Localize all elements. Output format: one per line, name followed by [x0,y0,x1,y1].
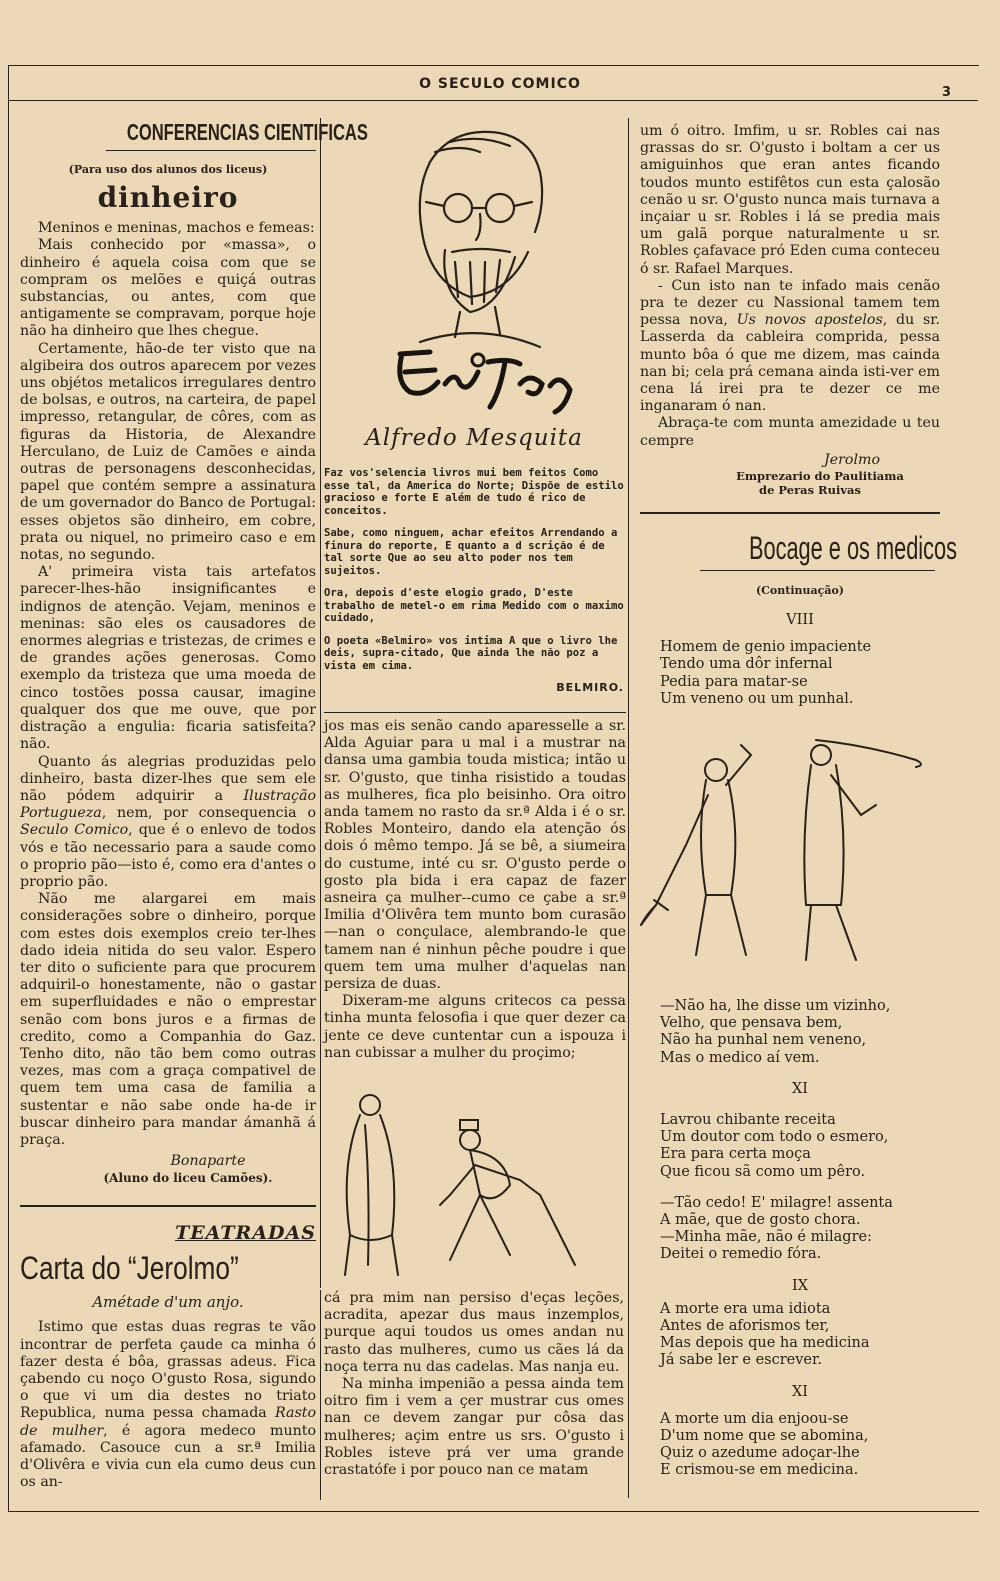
doctors-drawing [636,725,936,975]
paragraph: Mais conhecido por «massa», o dinheiro é aquela coisa com que se compram os melões e quiçá outras substancias, ou antes, com que antigamente se compravam, porque hoje não ha dinheiro que lhes chegue. [20,237,316,340]
signature-title: Emprezario do Paulitiama [736,469,904,484]
paragraph: Dixeram-me alguns critecos ca pessa tinha munta felosofia i que quer dezer ca jente ce deve cuntentar cun a ispouza i nan cubissar a mulher du proçimo; [324,993,626,1061]
signature: Bonaparte [170,1153,246,1170]
paragraph: Meninos e meninas, machos e femeas: [38,220,315,237]
paragraph: Quanto ás alegrias produzidas pelo dinheiro, basta dizer-lhes que sem ele não pódem adquirir a Ilustração Portugueza, nem, por consequencia o Seculo Comico, que é o enlevo de todos vós e tão necessario para a saude como o proprio pão—isto é, como era d'antes o proprio pão. [20,753,316,890]
verse-number: VIII [786,612,814,628]
stanza: Lavrou chibante receita Um doutor com todo o esmero, Era para certa moça Que ficou sã como um pêro. [660,1112,889,1180]
letter-title: Carta do “Jerolmo” [20,1250,239,1287]
paragraph: Na minha impenião a pessa ainda tem oitro fim i vem a çer mustrar cus omes nan ce devem zangar pur côsa das mulheres; açim entre us srs. O'gusto i Robles isteve prá ver uma grande crastatófe i por pouco nan ce matam [324,1376,624,1479]
verse-number: IX [791,1277,809,1294]
column-divider-1b [320,1290,321,1500]
bocage-title: Bocage e os medicos [748,530,958,566]
section-title: CONFERENCIAS CIENTIFICAS [126,119,368,145]
column-3 [640,123,940,497]
section-subtitle: (Para uso dos alunos dos liceus) [68,163,268,176]
portrait-drawing [360,122,600,422]
letter-subtitle: Amétade d'um anjo. [92,1293,244,1312]
divider [20,1205,316,1207]
portrait-caption: Alfredo Mesquita [365,425,583,451]
paragraph: - Cun isto nan te infado mais cenão pra te dezer cu Nassional tamem tem pessa nova, Us novos apostelos, du sr. Lasserda da cableira comprida, pessa munto bôa ó que me dizem, mas cainda nan bi; cela prá cemana ainda isti-ver em cena lá irei pra te dezer ce me inganaram ó nan. [640,277,940,415]
paragraph: Istimo que estas duas regras te vão incontrar de perfeta çaude ca minha ó fazer desta é bôa, grassas adeus. Fica çabendo cu noço O'gusto Rosa, sigundo o que vi um dia destes no triato Republica, numa pessa chamada Rasto de mulher, é agora medeco munto afamado. Casouce cun a sr.ª Imilia d'Olivêra e vivia cun ela cumo deus cun os an- [20,1319,316,1491]
paragraph: Certamente, hão-de ter visto que na algibeira dos outros aparecem por vezes uns objétos metalicos irregulares dentro de bolsas, e outros, na carteira, de papel impresso, retangular, de côres, com as figuras da Historia, de Alexandre Herculano, de Luiz de Camões e ainda outras de personagens desconhecidas, papel que contém sempre a assinatura de um governador do Banco de Portugal: esses objetos são dinheiro, em cobre, prata ou niquel, no primeiro caso e em notas, no segundo. [20,340,316,564]
stanza: A morte era uma idiota Antes de aforismos ter, Mas depois que ha medicina Já sabe ler e escrever. [660,1300,870,1369]
masthead-title: O SECULO COMICO [419,76,581,92]
divider [324,712,626,713]
stanza: A morte um dia enjoou-se D'um nome que se abomina, Quiz o azedume adoçar-lhe E crismou-se em medicina. [660,1410,869,1479]
paragraph: cá pra mim nan persiso d'eças leções, acradita, apezar dus maus inzemplos, purque aqui toudos us omes andan nu rasto das mulheres, cumo us cães lá da noça terra nu das cadelas. Mas nanja eu. [324,1290,624,1375]
article-title: dinheiro [97,181,239,215]
paragraph: Não me alargarei em mais considerações sobre o dinheiro, porque com estes dois exemplos creio ter-lhes dado ideia nitida do seu valor. Espero ter dito o suficiente para que procurem adquiril-o honestamente, não o gastar em superfluidades e não o emprestar senão com bons juros e a firmas de credito, como a Companhia do Gaz. Tenho dito, não tão bem como outras vezes, mas com a graça compativel de quem tem uma casa de familia a sustentar e não sabe onde ha-de ir buscar dinheiro para mandar ámanhã á praça. [20,891,316,1148]
verse-number: XI [791,1383,809,1400]
stanza: Homem de genio impaciente Tendo uma dôr infernal Pedia para matar-se Um veneno ou um punhal. [660,639,872,707]
teatradas-heading: TEATRADAS [175,1222,316,1244]
column-2-text [324,718,626,1062]
signature-note: (Aluno do liceu Camões). [103,1171,273,1186]
two-figures-drawing [330,1085,620,1285]
column-1 [20,118,368,1188]
stanza: —Não ha, lhe disse um vizinho, Velho, que pensava bem, Não ha punhal nem veneno, Mas o medico aí vem. [660,998,891,1066]
divider [640,512,940,514]
sonnet-signature: BELMIRO. [556,681,624,694]
verse-number: XI [791,1080,809,1097]
letter-signature: Jerolmo [824,451,880,468]
bocage-verses-1 [660,612,940,708]
paragraph: Abraça-te com munta amezidade u teu cempre [640,415,940,449]
signature-title: de Peras Ruivas [759,483,861,498]
page-number: 3 [942,85,952,100]
column-2-lower [324,1290,624,1479]
column-divider-2 [628,118,629,1498]
bocage-verses-2 [660,998,940,1480]
header-rule [8,100,978,101]
paragraph: um ó oitro. Imfim, u sr. Robles cai nas grassas do sr. O'gusto i boltam a cer us amiguinhos que eran antes ficando toudos munto estifêtos cun esta çalosão cenão u sr. O'gusto nunca mais turnava a inçaiar u sr. Robles i lá se predia mais um galã porque naturalmente u sr. Robles çafavace pró Eden cuma conteceu ó sr. Rafael Marques. [640,123,940,277]
paragraph: A' primeira vista tais artefatos parecer-lhes-hão insignificantes e indignos de atenção. Vejam, meninos e meninas: são eles os causadores de enormes alegrias e tristezas, de crimes e de grandes ações generosas. Como exemplo da tristeza que uma moeda de cinco tostões possa causar, imagine qualquer dos que me ouve, que por distração a engulia: ficaria satisfeita? não. [20,564,316,753]
divider [700,570,935,571]
column-divider-1 [320,118,321,1288]
continuation-note: (Continuação) [755,584,845,597]
paragraph: jos mas eis senão cando aparesselle a sr. Alda Aguiar para u mal i a mustrar na dansa uma gambia touda mistica; intão u sr. O'gusto, que tinha risistido a toudas as mulheres, fica plo beisinho. Ora oitro anda tamem no rasto da sr.ª Alda i é o sr. Robles Monteiro, dando ela atenção ós dois ó mêmo tempo. Já se bê, a siumeira do custume, inté cu sr. O'gusto perde o gosto pla bida i era capaz de fazer asneira ça mulher--cumo ce çabe a sr.ª Imilia d'Olivêra tem munto bom curasão—nan o conçulace, alembrando-le que tamem nan é ninhun pêche poudre i que quem tem uma mulher d'aquelas nan persiza de duas. [324,718,626,993]
sonnet: Faz vos'selencia livros mui bem feitos Como esse tal, da America do Norte; Dispõe de estilo gracioso e forte E além de tudo é rico de conceitos. Sabe, como ninguem, achar efeitos Arrendando a finura do reporte, E quanto a d scrição é de tal sorte Que ao seu alto poder nos tem sujeitos. Ora, depois d'este elogio grado, D'este trabalho de metel-o em rima Medido com o maximo cuidado, O poeta «Belmiro» vos intima A que o livro lhe deis, supra-citado, Que ainda lhe não poz a vista em cima. BELMIRO. [324,467,624,694]
stanza: —Tão cedo! E' milagre! assenta A mãe, que de gosto chora. —Minha mãe, não é milagre: Deitei o remedio fóra. [660,1194,893,1263]
column-1-lower [20,1222,316,1491]
